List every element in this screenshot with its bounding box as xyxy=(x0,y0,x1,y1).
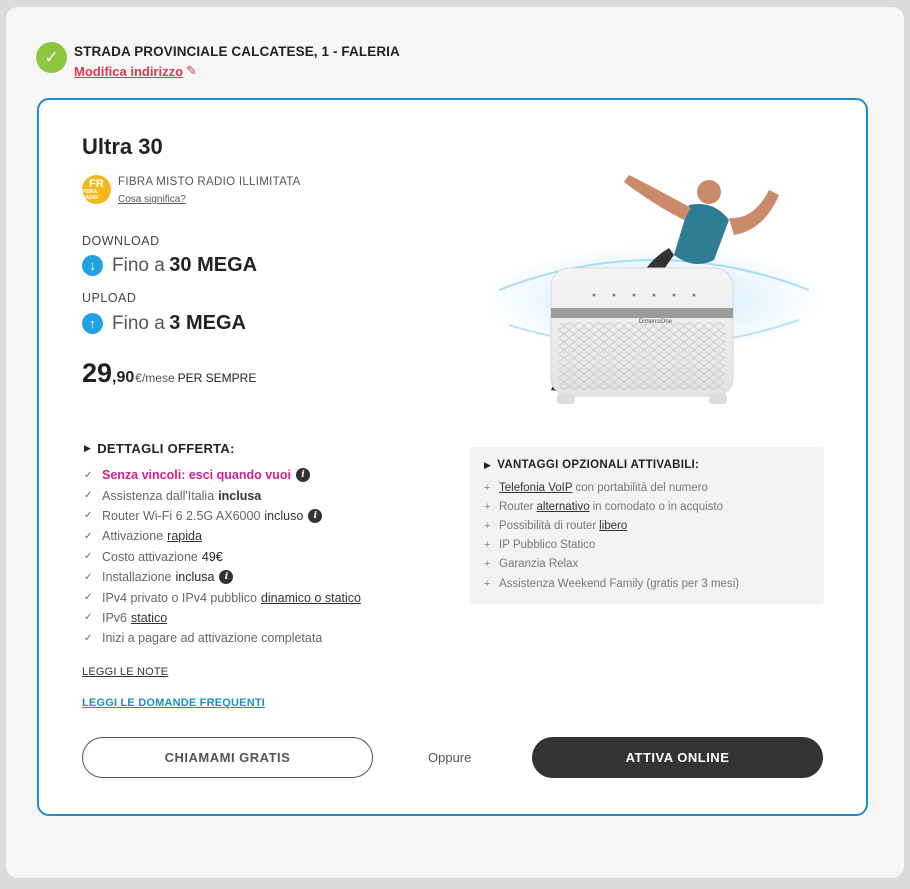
upload-label: UPLOAD xyxy=(82,291,137,305)
detail-text: Senza vincoli: esci quando vuoi xyxy=(102,468,291,483)
triangle-right-icon: ▶ xyxy=(84,443,92,453)
detail-text: Costo attivazione xyxy=(102,549,198,564)
plus-icon: + xyxy=(484,577,491,590)
upload-prefix: Fino a xyxy=(112,313,165,334)
download-value: 30 MEGA xyxy=(169,254,258,276)
detail-bold: inclusa xyxy=(175,570,215,585)
check-small-icon: ✓ xyxy=(84,510,93,522)
faq-link[interactable]: LEGGI LE DOMANDE FREQUENTI xyxy=(82,697,266,709)
check-icon: ✓ xyxy=(36,42,67,73)
detail-text: Installazione xyxy=(102,570,172,585)
list-item xyxy=(484,516,809,535)
details-title xyxy=(84,441,464,456)
edit-address-link[interactable]: Modifica indirizzo xyxy=(74,63,184,79)
address-title: STRADA PROVINCIALE CALCATESE, 1 - FALERIA xyxy=(74,44,400,59)
detail-text: Attivazione xyxy=(102,529,164,544)
list-item xyxy=(484,478,809,497)
pencil-icon[interactable]: ✎ xyxy=(186,63,197,78)
detail-bold: 49€ xyxy=(201,549,223,564)
detail-suffix: incluso xyxy=(264,508,304,523)
detail-link[interactable]: statico xyxy=(131,610,168,625)
fibra-radio-badge-icon xyxy=(82,175,111,204)
detail-text: IPv6 xyxy=(102,610,128,625)
list-item xyxy=(84,628,464,648)
list-item xyxy=(84,587,464,607)
arrow-down-icon: ↓ xyxy=(82,255,103,276)
info-icon[interactable]: i xyxy=(308,509,322,523)
info-icon[interactable]: i xyxy=(296,468,310,482)
download-prefix: Fino a xyxy=(112,255,165,276)
options-title xyxy=(484,459,809,471)
technology-label: FIBRA MISTO RADIO ILLIMITATA xyxy=(118,176,301,188)
info-icon[interactable]: i xyxy=(219,570,233,584)
plus-icon: + xyxy=(484,558,491,571)
detail-bold: inclusa xyxy=(218,488,262,503)
router-brand: DimensiOne xyxy=(639,319,673,325)
price xyxy=(82,358,256,389)
check-small-icon: ✓ xyxy=(84,490,93,502)
plus-icon: + xyxy=(484,539,491,552)
detail-text: Inizi a pagare ad attivazione completata xyxy=(102,631,323,646)
hero-runner-router-image xyxy=(479,150,829,420)
arrow-up-icon: ↑ xyxy=(82,313,103,334)
offer-card xyxy=(37,98,868,816)
option-text: IP Pubblico Statico xyxy=(499,539,596,552)
detail-text: Router Wi-Fi 6 2.5G AX6000 xyxy=(102,508,261,523)
activate-online-button[interactable]: ATTIVA ONLINE xyxy=(532,737,823,778)
check-small-icon: ✓ xyxy=(84,632,93,644)
details-list xyxy=(84,465,464,649)
page-panel xyxy=(6,7,904,878)
plus-icon: + xyxy=(484,481,491,494)
check-small-icon: ✓ xyxy=(84,469,93,481)
option-link[interactable]: alternativo xyxy=(536,500,590,513)
upload-speed xyxy=(82,312,246,335)
option-text: Assistenza Weekend Family (gratis per 3 mesi) xyxy=(499,577,740,590)
option-link[interactable]: Telefonia VoIP xyxy=(499,481,573,494)
options-list xyxy=(484,478,809,593)
option-text: in comodato o in acquisto xyxy=(592,500,724,513)
list-item xyxy=(484,536,809,555)
option-text: Garanzia Relax xyxy=(499,558,579,571)
check-small-icon: ✓ xyxy=(84,612,93,624)
offer-details xyxy=(84,441,464,649)
option-link[interactable]: libero xyxy=(599,519,628,532)
detail-text: IPv4 privato o IPv4 pubblico xyxy=(102,590,257,605)
list-item xyxy=(84,506,464,526)
list-item xyxy=(84,567,464,587)
list-item xyxy=(84,547,464,567)
upload-value: 3 MEGA xyxy=(169,312,246,334)
detail-text: Assistenza dall'Italia xyxy=(102,488,215,503)
price-decimal: ,90 xyxy=(112,369,135,386)
list-item xyxy=(484,497,809,516)
check-small-icon: ✓ xyxy=(84,551,93,563)
call-me-free-button[interactable]: CHIAMAMI GRATIS xyxy=(82,737,373,778)
price-integer: 29 xyxy=(82,358,113,388)
list-item xyxy=(84,465,464,485)
price-unit: €/mese xyxy=(135,371,175,385)
badge-sub: FIBRA RADIO xyxy=(82,188,99,201)
triangle-right-icon: ▶ xyxy=(484,459,492,470)
list-item xyxy=(84,485,464,505)
read-notes-link[interactable]: LEGGI LE NOTE xyxy=(82,666,169,678)
detail-link[interactable]: rapida xyxy=(167,529,202,544)
option-text: Router xyxy=(499,500,534,513)
check-small-icon: ✓ xyxy=(84,571,93,583)
list-item xyxy=(84,526,464,546)
download-label: DOWNLOAD xyxy=(82,234,160,248)
check-small-icon: ✓ xyxy=(84,592,93,604)
list-item xyxy=(484,555,809,574)
badge-main: FR xyxy=(89,177,104,190)
price-note: PER SEMPRE xyxy=(177,371,257,385)
or-separator: Oppure xyxy=(428,750,472,765)
details-title-text: DETTAGLI OFFERTA: xyxy=(97,441,235,456)
detail-link[interactable]: dinamico o statico xyxy=(260,590,362,605)
plus-icon: + xyxy=(484,519,491,532)
list-item xyxy=(484,574,809,593)
optional-advantages xyxy=(469,447,824,604)
check-small-icon: ✓ xyxy=(84,530,93,542)
option-text: con portabilità del numero xyxy=(575,481,708,494)
list-item xyxy=(84,608,464,628)
technology-info-link[interactable]: Cosa significa? xyxy=(118,194,186,205)
option-text: Possibilità di router xyxy=(499,519,597,532)
download-speed xyxy=(82,254,257,277)
plan-title: Ultra 30 xyxy=(82,134,163,159)
plus-icon: + xyxy=(484,500,491,513)
options-title-text: VANTAGGI OPZIONALI ATTIVABILI: xyxy=(497,459,700,471)
